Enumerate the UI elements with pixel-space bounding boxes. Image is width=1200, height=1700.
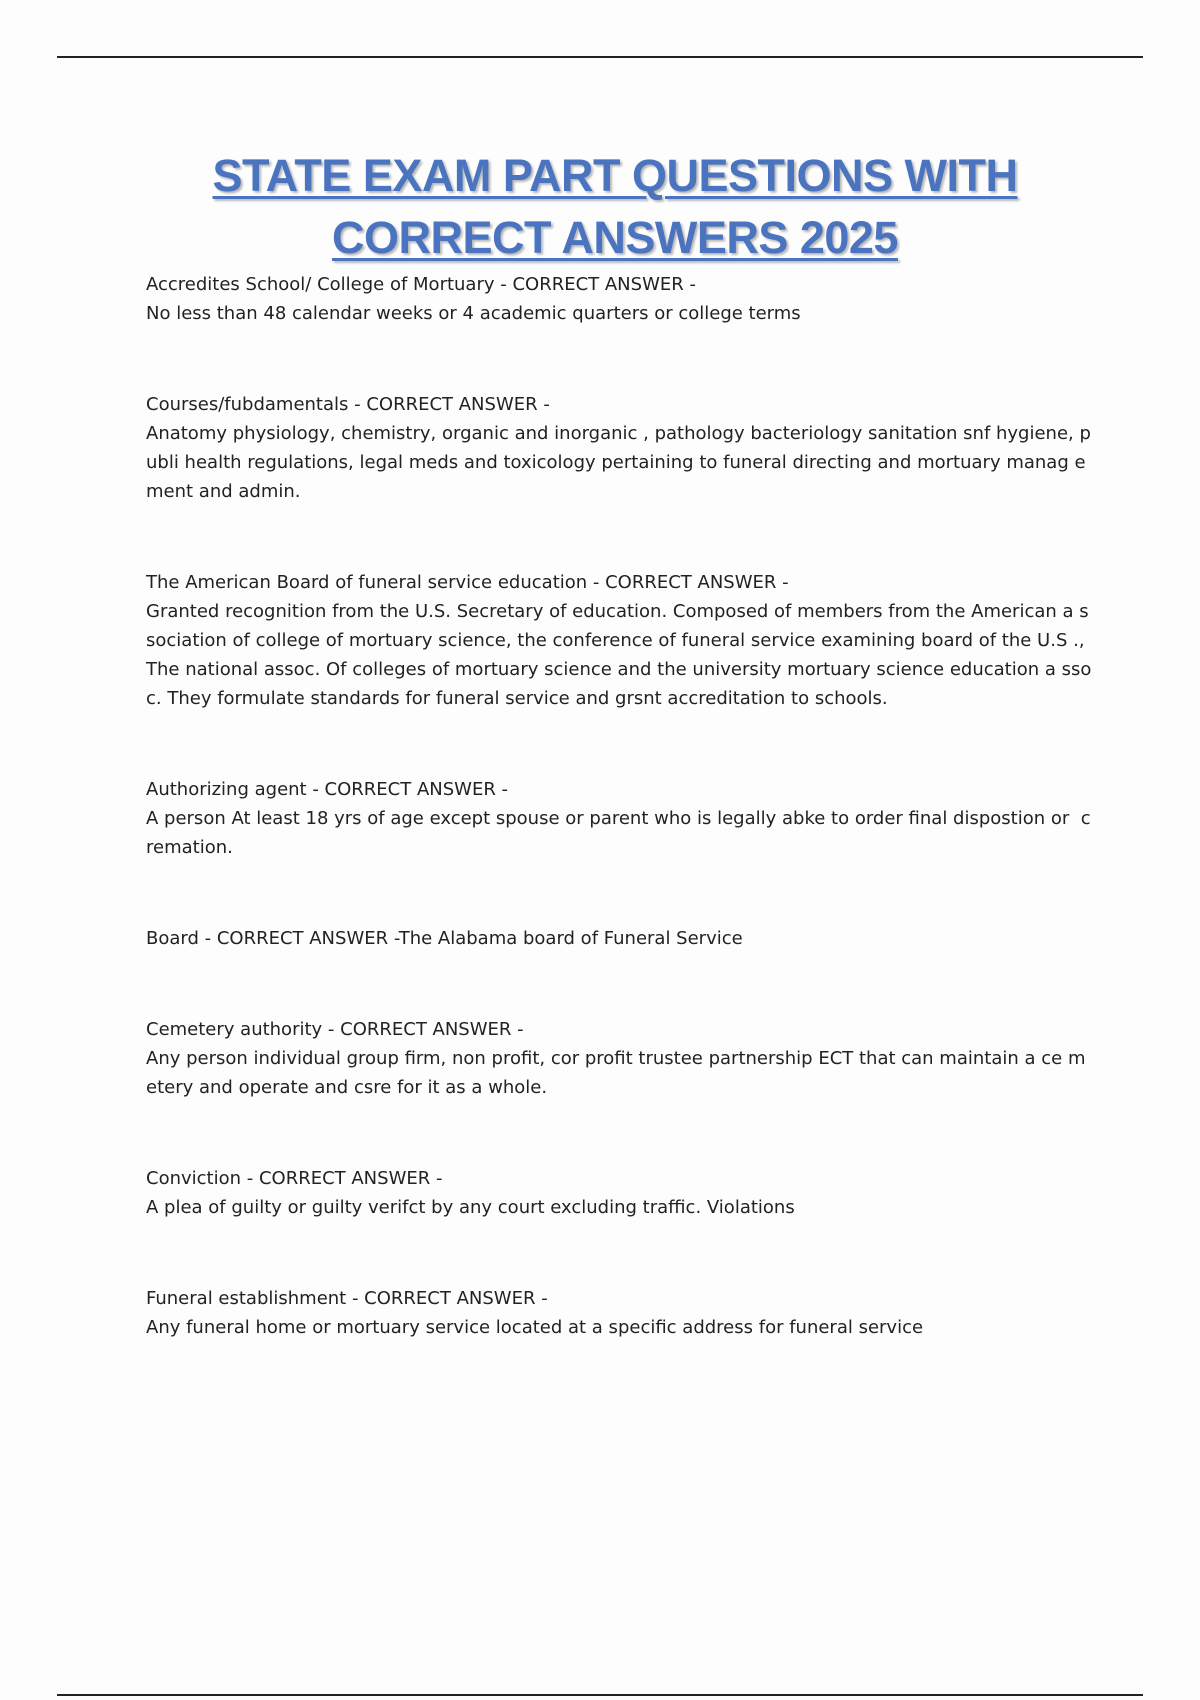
question-text: Board - CORRECT ANSWER -The Alabama board of Funeral Service bbox=[146, 928, 743, 949]
document-title bbox=[120, 145, 1110, 269]
answer-text: Any person individual group firm, non profit, cor profit trustee partnership ECT that can maintain a ce metery and operate and csre for it as a whole. bbox=[146, 1048, 1086, 1098]
question-text: Conviction - CORRECT ANSWER - bbox=[146, 1168, 443, 1189]
question-text: Authorizing agent - CORRECT ANSWER - bbox=[146, 779, 509, 800]
answer-text: No less than 48 calendar weeks or 4 academic quarters or college terms bbox=[146, 303, 801, 324]
answer-text: Anatomy physiology, chemistry, organic and inorganic , pathology bacteriology sanitation snf hygiene, publi health regulations, legal meds and toxicology pertaining to funeral directing and mortuary manag ement and admin. bbox=[146, 423, 1091, 502]
qa-list bbox=[146, 270, 1096, 1342]
question-text: Funeral establishment - CORRECT ANSWER - bbox=[146, 1288, 548, 1309]
question-text: The American Board of funeral service education - CORRECT ANSWER - bbox=[146, 572, 789, 593]
answer-text: A person At least 18 yrs of age except spouse or parent who is legally abke to order final dispostion or cremation. bbox=[146, 808, 1091, 858]
answer-text: A plea of guilty or guilty verifct by any court excluding traffic. Violations bbox=[146, 1197, 795, 1218]
footer-rule bbox=[57, 1694, 1143, 1696]
qa-entry bbox=[146, 390, 1096, 506]
header-rule bbox=[57, 56, 1143, 58]
answer-text: Any funeral home or mortuary service located at a specific address for funeral service bbox=[146, 1317, 924, 1338]
qa-entry bbox=[146, 1284, 1096, 1342]
qa-entry bbox=[146, 568, 1096, 713]
question-text: Cemetery authority - CORRECT ANSWER - bbox=[146, 1019, 524, 1040]
qa-entry bbox=[146, 924, 1096, 953]
title-line-2: CORRECT ANSWERS 2025 bbox=[332, 212, 898, 263]
qa-entry bbox=[146, 1164, 1096, 1222]
question-text: Accredites School/ College of Mortuary - CORRECT ANSWER - bbox=[146, 274, 696, 295]
question-text: Courses/fubdamentals - CORRECT ANSWER - bbox=[146, 394, 550, 415]
title-line-1: STATE EXAM PART QUESTIONS WITH bbox=[212, 150, 1018, 201]
qa-entry bbox=[146, 775, 1096, 862]
qa-entry bbox=[146, 1015, 1096, 1102]
answer-text: Granted recognition from the U.S. Secretary of education. Composed of members from the American a ssociation of college of mortuary science, the conference of funeral service examining board of the U.S ., The national assoc. Of colleges of mortuary science and the university mortuary science education a ssoc. They formulate standards for funeral service and grsnt accreditation to schools. bbox=[146, 601, 1092, 709]
qa-entry bbox=[146, 270, 1096, 328]
